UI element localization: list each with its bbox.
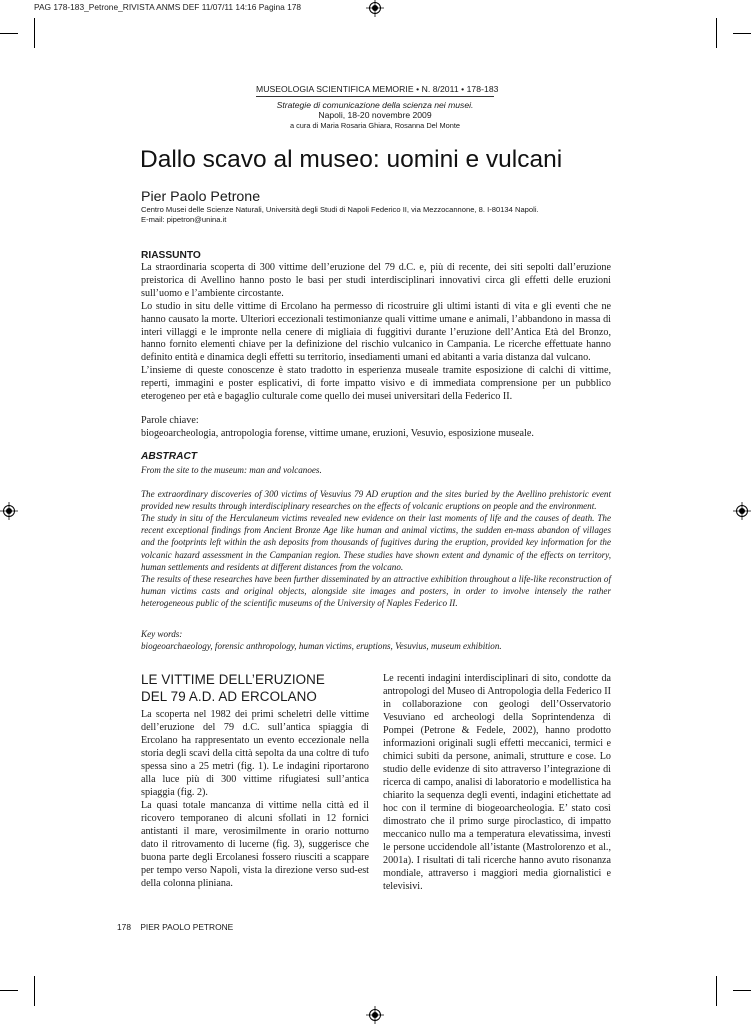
crop-mark: [0, 33, 18, 34]
abstract-heading: ABSTRACT: [141, 451, 198, 462]
author-affiliation: [141, 205, 539, 225]
body-column-left: [141, 709, 369, 891]
page-number: 178: [117, 922, 131, 932]
page-footer: [117, 922, 233, 932]
crop-mark: [34, 18, 35, 48]
crop-mark: [716, 976, 717, 1006]
paragraph: The extraordinary discoveries of 300 victims of Vesuvius 79 AD eruption and the sites buried by the Avellino prehistoric event provided new results through interdisciplinary researches on the effects of volcanic eruptions on people and the environment.: [141, 489, 611, 512]
crop-mark: [716, 18, 717, 48]
journal-header: [256, 84, 499, 130]
section-heading: [141, 672, 371, 705]
paragraph: The study in situ of the Herculaneum victims revealed new evidence on their last moments of life and the causes of death. The recent exceptional findings from Ancient Bronze Age like human and animal victims, the sudden en-mass abandon of villages and the footprints left within the ash deposits from thousands of fugitives during the eruption, provided key information for the volcanic hazard assessment in the Campanian region. These studies have shown extent and dynamic of the effects on territory, human settlements and residents at different distances from the volcano.: [141, 513, 611, 572]
crop-mark: [733, 990, 751, 991]
author-name: Pier Paolo Petrone: [141, 189, 261, 205]
keywords-list: biogeoarcheologia, antropologia forense, vittime umane, eruzioni, Vesuvio, esposizione museale.: [141, 428, 534, 439]
keywords-label: Key words:: [141, 629, 183, 639]
keywords-label: Parole chiave:: [141, 415, 199, 426]
crop-mark: [733, 33, 751, 34]
body-column-right: [383, 673, 611, 894]
registration-mark-left: [0, 502, 18, 520]
author-email: E-mail: pipetron@unina.it: [141, 215, 227, 224]
section-heading-line: DEL 79 A.D. AD ERCOLANO: [141, 688, 317, 704]
paragraph: L’insieme di queste conoscenze è stato tradotto in esperienza museale tramite esposizione di calchi di vittime, reperti, immagini e poster esplicativi, di forte impatto visivo e di immediata comprensione per un pubblico eterogeneo per età e bagaglio culturale come quello dei musei universitari della Federico II.: [141, 365, 611, 403]
paragraph: Le recenti indagini interdisciplinari di sito, condotte da antropologi del Museo di Antropologia della Federico II in collaborazione con geologi dell’Osservatorio Vesuviano ed archeologi della Soprintendenza di Pompei (Petrone & Fedele, 2002), hanno prodotto informazioni originali sugli effetti meccanici, termici e chimici subiti da persone, animali, strutture e cose. Lo studio delle evidenze di sito attraverso l’integrazione di ricerca di campo, analisi di laboratorio e modellistica ha chiarito la sequenza degli eventi, indagini etichettate ad hoc con il termine di biogeoarcheologia. E’ stato così dimostrato che il primo surge piroclastico, di impatto meccanico nullo ma a temperatura elevatissima, investì le persone uccidendole all’istante (Mastrolorenzo et al., 2001a). I risultati di tali ricerche hanno avuto risonanza mondiale, attraverso i maggiori media giornalistici e televisivi.: [383, 673, 611, 892]
crop-mark: [0, 990, 18, 991]
keywords-it: [141, 414, 611, 440]
abstract-subtitle: From the site to the museum: man and volcanoes.: [141, 465, 322, 475]
paragraph: La straordinaria scoperta di 300 vittime dell’eruzione del 79 d.C. e, più di recente, dei siti sepolti dall’eruzione preistorica di Avellino hanno posto le basi per studi interdisciplinari innovativi circa gli effetti delle eruzioni sull’uomo e l’ambiente circostante.: [141, 262, 611, 299]
registration-mark-right: [733, 502, 751, 520]
running-head: PIER PAOLO PETRONE: [140, 922, 234, 932]
riassunto-heading: RIASSUNTO: [141, 250, 201, 261]
article-title: Dallo scavo al museo: uomini e vulcani: [140, 146, 563, 173]
affiliation-text: Centro Musei delle Scienze Naturali, Università degli Studi di Napoli Federico II, via Mezzocannone, 8. I-80134 Napoli.: [141, 205, 539, 214]
section-heading-line: LE VITTIME DELL’ERUZIONE: [141, 672, 325, 687]
keywords-en: [141, 628, 611, 653]
keywords-list: biogeoarchaeology, forensic anthropology, human victims, eruptions, Vesuvius, museum exhibition.: [141, 641, 502, 652]
paragraph: La quasi totale mancanza di vittime nella città ed il ricovero temporaneo di alcuni sfollati in 12 fornici antistanti il mare, verosimilmente in orario notturno dato il ritrovamento di lucerne (fig. 3), suggerisce che buona parte degli Ercolanesi fossero riusciti a scappare per tempo verso Napoli, vista la direzione verso sud-est della colonna pliniana.: [141, 799, 369, 889]
conference-title: Strategie di comunicazione della scienza nei musei.: [276, 100, 474, 110]
riassunto-body: [141, 262, 611, 404]
conference-date: Napoli, 18-20 novembre 2009: [318, 110, 432, 120]
paragraph: The results of these researches have been further disseminated by an attractive exhibition throughout a life-like reconstruction of human victims casts and original objects, alongside site images and posters, in order to involve intensely the rather heterogeneous public of the scientific museums of the University of Naples Federico II.: [141, 573, 611, 608]
registration-mark-bottom: [366, 1006, 384, 1024]
crop-mark: [34, 976, 35, 1006]
registration-mark-top: [366, 0, 384, 17]
paragraph: La scoperta nel 1982 dei primi scheletri delle vittime dell’eruzione del 79 d.C. sull’antica spiaggia di Ercolano ha rappresentato un evento eccezionale nella storia degli scavi della città sepolta da una coltre di tufo spessa sino a 25 metri (fig. 1). Le indagini riportarono alla luce più di 300 vittime rifugiatesi sull’antica spiaggia (fig. 2).: [141, 709, 369, 798]
journal-citation: MUSEOLOGIA SCIENTIFICA MEMORIE • N. 8/2011 • 178-183: [256, 84, 494, 97]
printer-slug: PAG 178-183_Petrone_RIVISTA ANMS DEF 11/07/11 14:16 Pagina 178: [34, 2, 302, 12]
paragraph: Lo studio in situ delle vittime di Ercolano ha permesso di ricostruire gli ultimi istanti di vita e gli eventi che ne hanno causato la morte. Ulteriori eccezionali testimonianze quali vittime umane e animali, l’abbandono in massa di interi villaggi e le impronte nella cenere di migliaia di fuggitivi durante l’eruzione dell’Antica Età del Bronzo, hanno fornito elementi chiave per la definizione del rischio vulcanico in Campania. Le ricerche effettuate hanno definito entità e dinamica degli effetti su territorio, insediamenti umani ed abitanti a varia distanza dal vulcano.: [141, 300, 611, 364]
abstract-body: [141, 464, 611, 609]
editors: a cura di Maria Rosaria Ghiara, Rosanna Del Monte: [289, 121, 461, 130]
